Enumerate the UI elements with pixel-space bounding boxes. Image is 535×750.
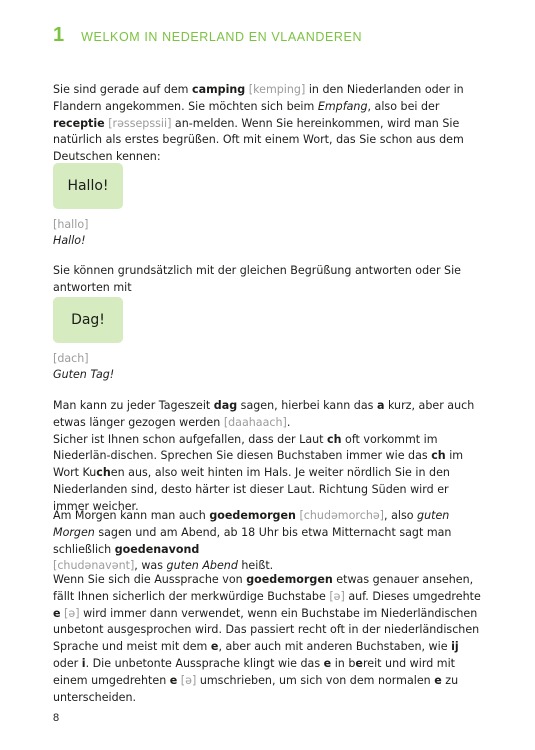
paragraph-answer: Sie können grundsätzlich mit der gleichen Begrüßung antworten oder Sie antworten mit [53,264,461,294]
translation-hallo: Hallo! [53,234,86,247]
paragraph-schwa: Wenn Sie sich die Aussprache von goedemorgen etwas genauer ansehen, fällt Ihnen sicherlich der merkwürdige Buchstabe [ə] auf. Dieses umgedrehte e [ə] wird immer dann verwendet, wenn ein Buchstabe im Niederländischen unbetont ausgesprochen wird. Das passiert recht oft in der niederländischen Sprache und meist mit dem e, aber auch mit anderen Buchstaben, wie ij oder i. Die unbetonte Aussprache klingt wie das e in bereit und wird mit einem umgedrehten e [ə] umschrieben, um sich von dem normalen e zu unterscheiden. [53,573,481,704]
pronunciation-dag: [dach] [53,352,89,365]
chapter-heading [53,24,362,47]
pronunciation-hallo: [hallo] [53,218,89,231]
paragraph-greetings: Am Morgen kann man auch goedemorgen [chudəmorchə], also guten Morgen sagen und am Abend, ab 18 Uhr bis etwa Mitternacht sagt man schließlich goedenavond [chudənavənt], was guten Abend heißt. [53,509,452,573]
speech-bubble-hallo: Hallo! [53,163,123,209]
page-number: 8 [53,712,60,724]
translation-dag: Guten Tag! [53,368,115,381]
chapter-title: WELKOM IN NEDERLAND EN VLAANDEREN [81,30,363,44]
paragraph-intro: Sie sind gerade auf dem camping [kemping] in den Niederlanden oder in Flandern angekommen. Sie möchten sich beim Empfang, also bei der receptie [rəssepssii] an-melden. Wenn Sie hereinkommen, wird man Sie natürlich als erstes begrüßen. Oft mit einem Wort, das Sie schon aus dem Deutschen kennen: [53,83,464,164]
speech-bubble-dag: Dag! [53,297,123,343]
chapter-number: 1 [53,24,65,46]
paragraph-dag-ch: Man kann zu jeder Tageszeit dag sagen, hierbei kann das a kurz, aber auch etwas länger gezogen werden [daahaach]. Sicher ist Ihnen schon aufgefallen, dass der Laut ch oft vorkommt im Niederlän-dischen. Sprechen Sie diesen Buchstaben immer wie das ch im Wort Kuchen aus, also weit hinten im Hals. Je weiter nördlich Sie in den Niederlanden sind, desto härter ist dieser Laut. Richtung Süden wird er immer weicher. [53,399,475,513]
